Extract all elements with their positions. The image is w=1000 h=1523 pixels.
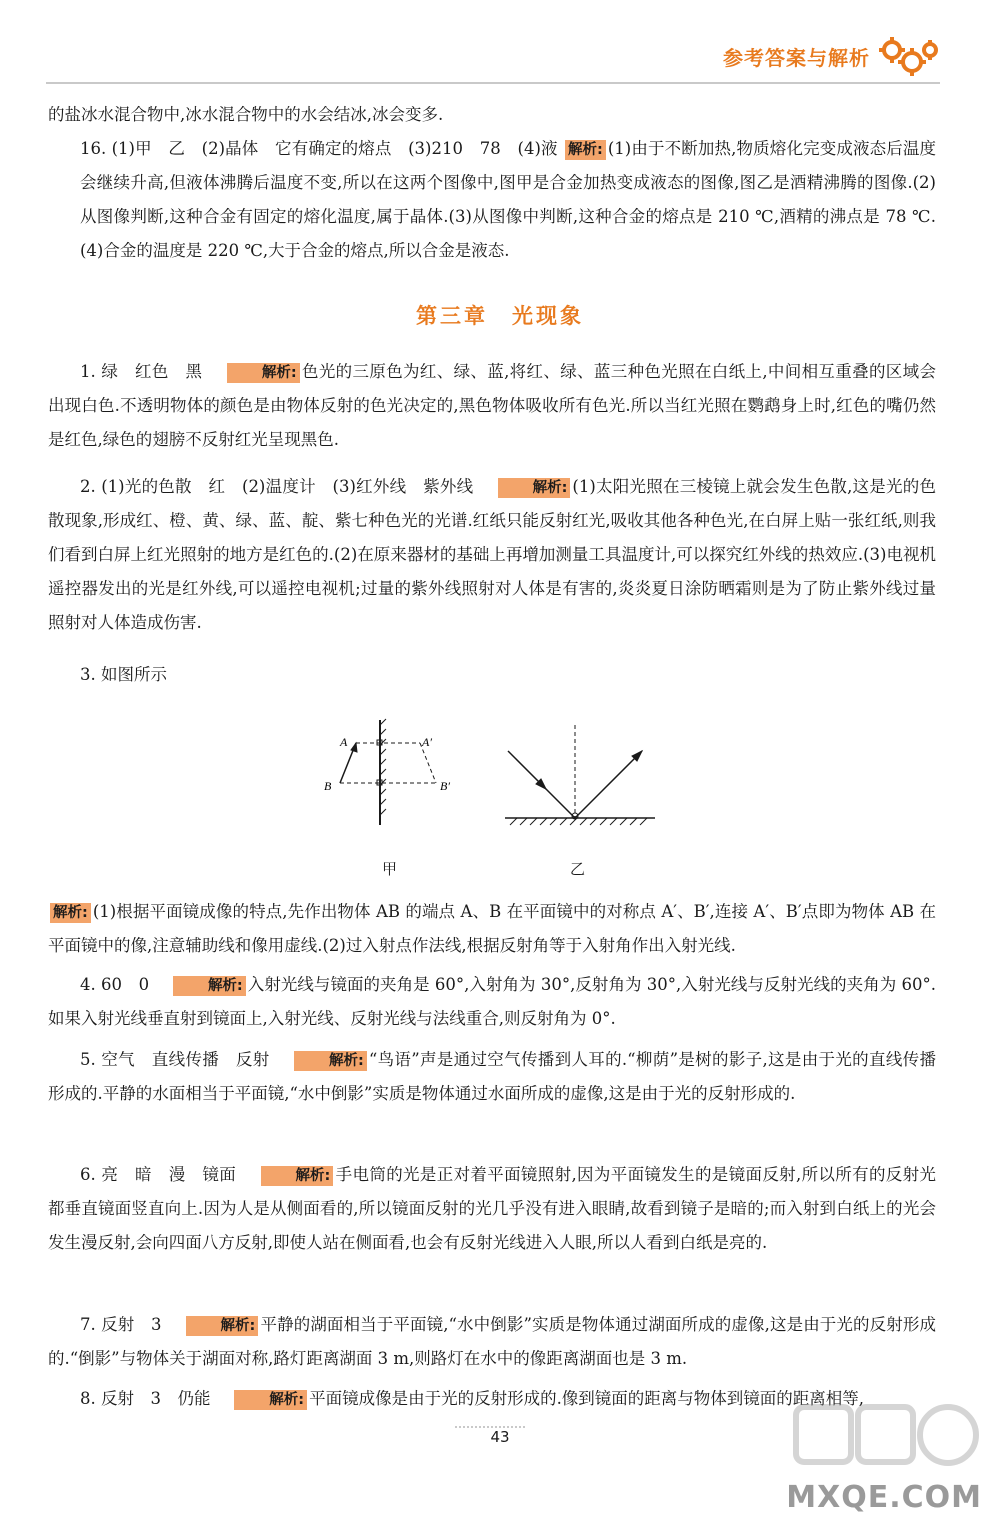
q2-answer: 2. (1)光的色散 红 (2)温度计 (3)红外线 紫外线 (80, 477, 474, 496)
q8-answer: 8. 反射 3 仍能 (80, 1389, 211, 1408)
page-number: 43 (490, 1428, 510, 1446)
continuation-line: 的盐冰水混合物中,冰水混合物中的水会结冰,冰会变多. (48, 105, 444, 124)
optics-figure (300, 715, 700, 875)
figure-reflection (505, 725, 655, 825)
question-7 (48, 1308, 936, 1376)
continuation-text (48, 98, 936, 132)
q5-analysis: “鸟语”声是通过空气传播到人耳的.“柳荫”是树的影子,这是由于光的直线传播形成的.平静的水面相当于平面镜,“水中倒影”实质是物体通过水面所成的虚像,这是由于光的反射形成的. (48, 1050, 936, 1103)
q7-analysis: 平静的湖面相当于平面镜,“水中倒影”实质是物体通过湖面所成的虚像,这是由于光的反射形成的.“倒影”与物体关于湖面对称,路灯距离湖面 3 m,则路灯在水中的像距离湖面也是 3 m. (48, 1315, 936, 1368)
header-title: 参考答案与解析 (723, 46, 870, 70)
q2-analysis: (1)太阳光照在三棱镜上就会发生色散,这是光的色散现象,形成红、橙、黄、绿、蓝、靛、紫七种色光的光谱.红纸只能反射红光,吸收其他各种色光,在白屏上贴一张红纸,则我们看到白屏上红光照射的地方是红色的.(2)在原来器材的基础上再增加测量工具温度计,可以探究红外线的热效应.(3)电视机遥控器发出的光是红外线,可以遥控电视机;过量的紫外线照射对人体是有害的,炎炎夏日涂防晒霜则是为了防止紫外线过量照射对人体造成伤害. (48, 477, 937, 632)
analysis-tag: 解析: (234, 1390, 307, 1410)
figure-caption-right: 乙 (570, 860, 586, 878)
question-5 (48, 1043, 936, 1111)
figure-caption-left: 甲 (382, 860, 398, 878)
question-16 (80, 132, 936, 268)
q8-analysis: 平面镜成像是由于光的反射形成的.像到镜面的距离与物体到镜面的距离相等, (309, 1389, 865, 1408)
analysis-tag: 解析: (50, 903, 91, 923)
label-b-prime: B′ (440, 779, 450, 793)
q6-answer: 6. 亮 暗 漫 镜面 (80, 1165, 237, 1184)
q4-answer: 4. 60 0 (80, 975, 150, 994)
question-3-analysis (48, 895, 936, 963)
analysis-tag: 解析: (294, 1051, 367, 1071)
question-1 (48, 355, 936, 457)
label-b: B (324, 779, 332, 793)
q16-answer: 16. (1)甲 乙 (2)晶体 它有确定的熔点 (3)210 78 (4)液 (80, 139, 558, 158)
page-header (46, 30, 940, 84)
analysis-tag: 解析: (173, 976, 246, 996)
q3-answer: 3. 如图所示 (80, 665, 167, 684)
label-a: A (340, 735, 348, 749)
q3-analysis: (1)根据平面镜成像的特点,先作出物体 AB 的端点 A、B 在平面镜中的对称点 A′、B′,连接 A′、B′点即为物体 AB 在平面镜中的像,注意辅助线和像用虚线.(2)过入射点作法线,根据反射角等于入射角作出入射光线. (48, 902, 936, 955)
q1-analysis: 色光的三原色为红、绿、蓝,将红、绿、蓝三种色光照在白纸上,中间相互重叠的区域会出现白色.不透明物体的颜色是由物体反射的色光决定的,黑色物体吸收所有色光.所以当红光照在鹦鹉身上时,红色的嘴仍然是红色,绿色的翅膀不反射红光呈现黑色. (48, 362, 936, 449)
question-2 (48, 470, 936, 640)
q6-analysis: 手电筒的光是正对着平面镜照射,因为平面镜发生的是镜面反射,所以所有的反射光都垂直镜面竖直向上.因为人是从侧面看的,所以镜面反射的光几乎没有进入眼睛,故看到镜子是暗的;而入射到白纸上的光会发生漫反射,会向四面八方反射,即使人站在侧面看,也会有反射光线进入人眼,所以人看到白纸是亮的. (48, 1165, 936, 1252)
analysis-tag: 解析: (186, 1316, 259, 1336)
q16-analysis: (1)由于不断加热,物质熔化完变成液态后温度会继续升高,但液体沸腾后温度不变,所以在这两个图像中,图甲是合金加热变成液态的图像,图乙是酒精沸腾的图像.(2)从图像判断,这种合金有固定的熔化温度,属于晶体.(3)从图像中判断,这种合金的熔点是 210 ℃,酒精的沸点是 78 ℃.(4)合金的温度是 220 ℃,大于合金的熔点,所以合金是液态. (80, 139, 936, 260)
q4-analysis: 入射光线与镜面的夹角是 60°,入射角为 30°,反射角为 30°,入射光线与反射光线的夹角为 60°.如果入射光线垂直射到镜面上,入射光线、反射光线与法线重合,则反射角为 0°. (48, 975, 936, 1028)
question-3 (48, 658, 936, 692)
question-6 (48, 1158, 936, 1260)
chapter-title: 第三章 光现象 (416, 304, 584, 328)
q1-answer: 1. 绿 红色 黑 (80, 362, 203, 381)
analysis-tag: 解析: (261, 1166, 334, 1186)
question-4 (48, 968, 936, 1036)
analysis-tag: 解析: (565, 140, 606, 160)
q7-answer: 7. 反射 3 (80, 1315, 162, 1334)
label-a-prime: A′ (422, 735, 432, 749)
analysis-tag: 解析: (498, 478, 571, 498)
q5-answer: 5. 空气 直线传播 反射 (80, 1050, 270, 1069)
analysis-tag: 解析: (227, 363, 300, 383)
watermark-text: MXQE.COM (786, 1480, 982, 1515)
gears-icon (878, 32, 940, 80)
